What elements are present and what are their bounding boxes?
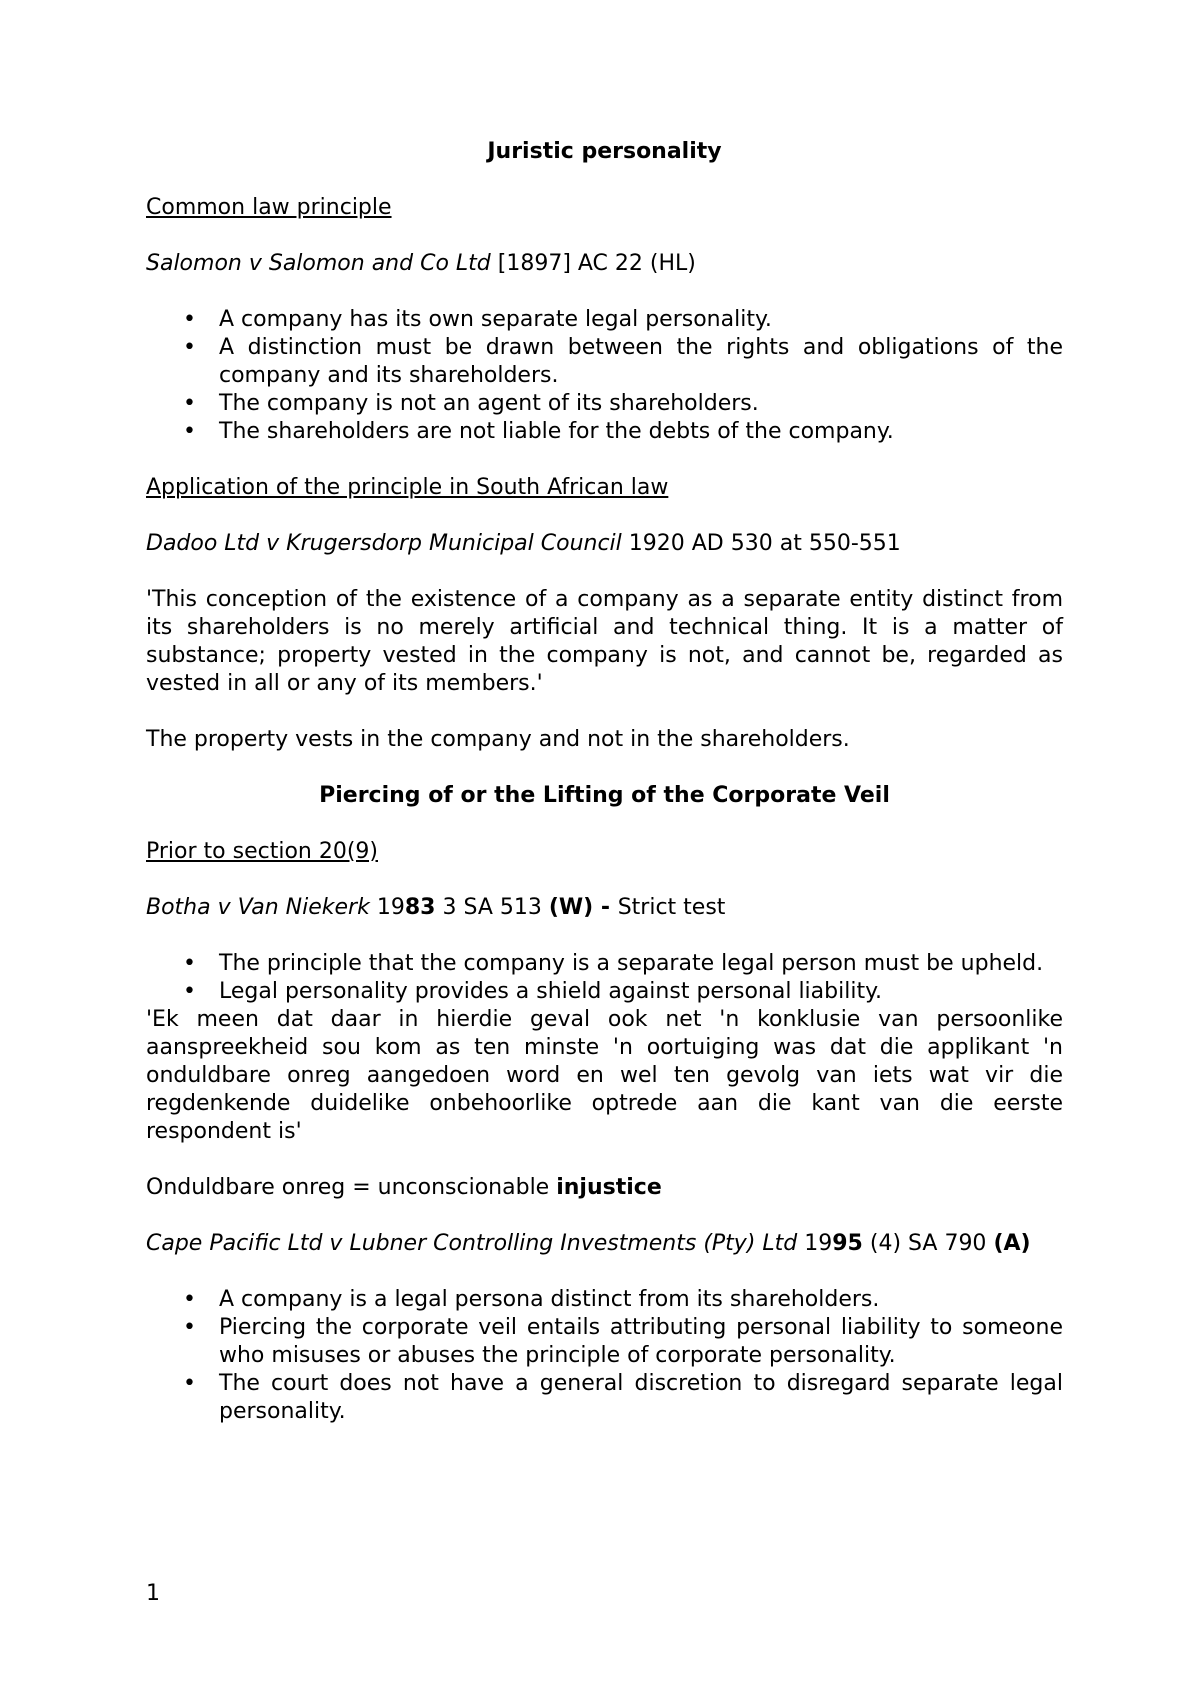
quote-botha: 'Ek meen dat daar in hierdie geval ook net 'n konklusie van persoonlike aanspreekheid sou kom as ten minste 'n oortuiging was dat die applikant 'n onduldbare onreg aangedoen word en wel ten gevolg van iets wat vir die regdenkende duidelike onbehoorlike optrede aan die kant van die eerste respondent is' [146, 1007, 1063, 1144]
section-heading-prior-20-9: Prior to section 20(9) [146, 839, 378, 864]
case-cite-part: 95 [832, 1231, 863, 1256]
list-item: • Piercing the corporate veil entails attributing personal liability to someone who misuses or abuses the principle of corporate personality. [146, 1314, 1063, 1370]
list-item: • The principle that the company is a separate legal person must be upheld. [146, 950, 1063, 978]
case-cite-part: (4) SA 790 [862, 1231, 994, 1256]
case-name: Botha v Van Niekerk [146, 895, 370, 920]
section-heading-common-law: Common law principle [146, 195, 392, 220]
list-item: • Legal personality provides a shield against personal liability. [146, 978, 1063, 1006]
case-name: Salomon v Salomon and Co Ltd [146, 251, 491, 276]
case-cite-part: 19 [369, 895, 405, 920]
list-item: • A distinction must be drawn between the rights and obligations of the company and its shareholders. [146, 334, 1063, 390]
page-number: 1 [146, 1581, 160, 1606]
paragraph-text: Onduldbare onreg = unconscionable [146, 1175, 557, 1200]
paragraph-bold: injustice [556, 1175, 662, 1200]
case-name: Dadoo Ltd v Krugersdorp Municipal Council [146, 531, 622, 556]
case-cite-part: 19 [797, 1231, 833, 1256]
case-cite-part: (W) [548, 895, 594, 920]
case-citation-cape-pacific [146, 1230, 1063, 1258]
document-page [146, 138, 1063, 1426]
case-cite: 1920 AD 530 at 550-551 [621, 531, 901, 556]
quote-dadoo: 'This conception of the existence of a company as a separate entity distinct from its shareholders is no merely artificial and technical thing. It is a matter of substance; property vested in the company is not, and cannot be, regarded as vested in all or any of its members.' [146, 587, 1063, 696]
case-cite: [1897] AC 22 (HL) [490, 251, 696, 276]
list-item: • The shareholders are not liable for the debts of the company. [146, 418, 1063, 446]
document-title: Juristic personality [487, 139, 722, 164]
case-citation-botha [146, 894, 1063, 922]
case-name: Cape Pacific Ltd v Lubner Controlling Investments (Pty) Ltd [146, 1231, 798, 1256]
case-cite-part: - [593, 895, 618, 920]
list-item: • A company is a legal persona distinct from its shareholders. [146, 1286, 1063, 1314]
case-citation-salomon [146, 250, 1063, 278]
section-heading-sa-law: Application of the principle in South African law [146, 475, 669, 500]
bullet-list-botha [146, 950, 1063, 1006]
case-cite-part: 83 [404, 895, 436, 920]
list-item: • The court does not have a general discretion to disregard separate legal personality. [146, 1370, 1063, 1426]
paragraph-property-vests: The property vests in the company and not in the shareholders. [146, 727, 850, 752]
section-title-corporate-veil: Piercing of or the Lifting of the Corporate Veil [319, 783, 890, 808]
case-cite-part: Strict test [617, 895, 726, 920]
paragraph-onduldbare [146, 1174, 1063, 1202]
case-citation-dadoo [146, 530, 1063, 558]
list-item: • The company is not an agent of its shareholders. [146, 390, 1063, 418]
bullet-list-salomon [146, 306, 1063, 446]
case-cite-part: (A) [993, 1231, 1031, 1256]
case-cite-part: 3 SA 513 [435, 895, 549, 920]
bullet-list-cape-pacific [146, 1286, 1063, 1426]
list-item: • A company has its own separate legal personality. [146, 306, 1063, 334]
